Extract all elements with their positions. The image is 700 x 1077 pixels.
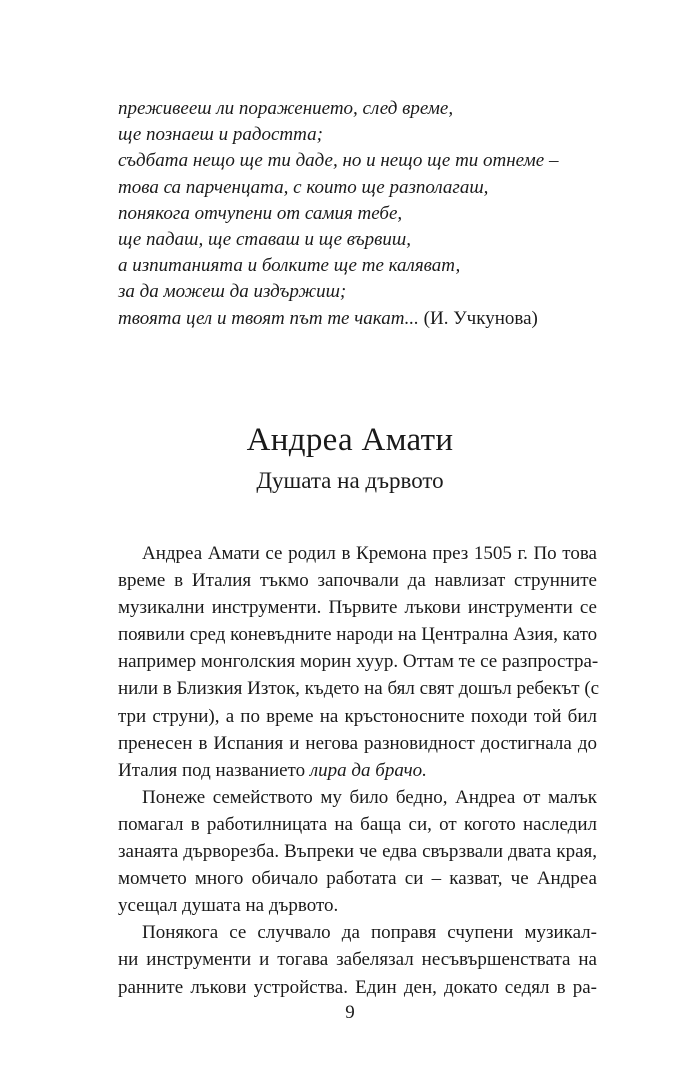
epigraph-poem bbox=[118, 96, 638, 332]
body-line-text: Андреа Амати се родил в Кремона през 1505 г. По това bbox=[142, 543, 597, 564]
poem-line: понякога отчупени от самия тебе, bbox=[118, 202, 403, 224]
body-line-text: пренесен в Испания и негова разновидност достигнала до bbox=[118, 732, 597, 754]
body-line-text: помагал в работилницата на баща си, от когото наследил bbox=[118, 813, 597, 835]
body-line bbox=[118, 757, 597, 784]
body-line-text: Италия под названието bbox=[118, 759, 310, 781]
body-line bbox=[118, 974, 597, 1001]
chapter-subtitle: Душата на дървото bbox=[256, 468, 444, 493]
body-line-text: ни инструменти и тогава забелязал несъвършенствата на bbox=[118, 949, 597, 971]
body-line-text: например монголския морин хуур. Оттам те се разпростра- bbox=[118, 651, 599, 673]
poem-line: ще познаеш и радостта; bbox=[118, 124, 323, 146]
body-line bbox=[118, 811, 597, 838]
body-line bbox=[118, 703, 597, 730]
body-line-text: появили сред коневъдните народи на Централна Азия, като bbox=[118, 624, 598, 646]
poem-line: ще падаш, ще ставаш и ще вървиш, bbox=[118, 229, 411, 251]
body-line-text: усещал душата на дървото. bbox=[118, 895, 339, 917]
body-line bbox=[118, 784, 597, 811]
body-line-text: занаята дърворезба. Въпреки че едва свързвали двата края, bbox=[118, 841, 597, 863]
body-line-text: нили в Близкия Изток, където на бял свят дошъл ребекът (с bbox=[118, 678, 600, 700]
body-line bbox=[118, 621, 597, 648]
body-line bbox=[118, 648, 597, 675]
chapter-title: Андреа Амати bbox=[246, 422, 454, 458]
body-line bbox=[118, 892, 597, 919]
page-number: 9 bbox=[345, 1002, 355, 1023]
body-line bbox=[118, 567, 597, 594]
poem-line: а изпитанията и болките ще те каляват, bbox=[118, 255, 461, 277]
body-line bbox=[118, 730, 597, 757]
poem-line: за да можеш да издържиш; bbox=[118, 281, 347, 303]
poem-line-attributed: твоята цел и твоят път те чакат... (И. Учкунова) bbox=[118, 307, 538, 329]
body-line-text: Понякога се случвало да поправя счупени музикал- bbox=[142, 922, 597, 944]
body-line-text: три струни), а по време на кръстоносните походи той бил bbox=[118, 705, 597, 727]
body-line bbox=[118, 838, 597, 865]
poem-line: това са парченцата, с които ще разполагаш, bbox=[118, 176, 489, 198]
body-line-text: музикални инструменти. Първите лъкови инструменти се bbox=[118, 597, 597, 619]
poem-line: съдбата нещо ще ти даде, но и нещо ще ти отнеме – bbox=[118, 150, 559, 172]
body-line bbox=[118, 594, 597, 621]
body-text bbox=[118, 540, 600, 1001]
body-line bbox=[118, 865, 597, 892]
poem-line: преживееш ли поражението, след време, bbox=[118, 98, 454, 119]
body-line-text: момчето много обичало работата си – казват, че Андреа bbox=[118, 868, 597, 890]
body-line-text: време в Италия тъкмо започвали да навлизат струнните bbox=[118, 570, 597, 592]
body-line-text: Понеже семейството му било бедно, Андреа от малък bbox=[142, 786, 597, 808]
body-line-italic: лира да брачо. bbox=[309, 759, 427, 781]
body-line bbox=[118, 540, 597, 567]
body-line bbox=[118, 946, 597, 973]
poem-attribution: (И. Учкунова) bbox=[418, 307, 538, 329]
body-line bbox=[118, 675, 600, 702]
body-line-text: ранните лъкови устройства. Един ден, докато седял в ра- bbox=[118, 976, 597, 998]
body-line bbox=[118, 919, 597, 946]
